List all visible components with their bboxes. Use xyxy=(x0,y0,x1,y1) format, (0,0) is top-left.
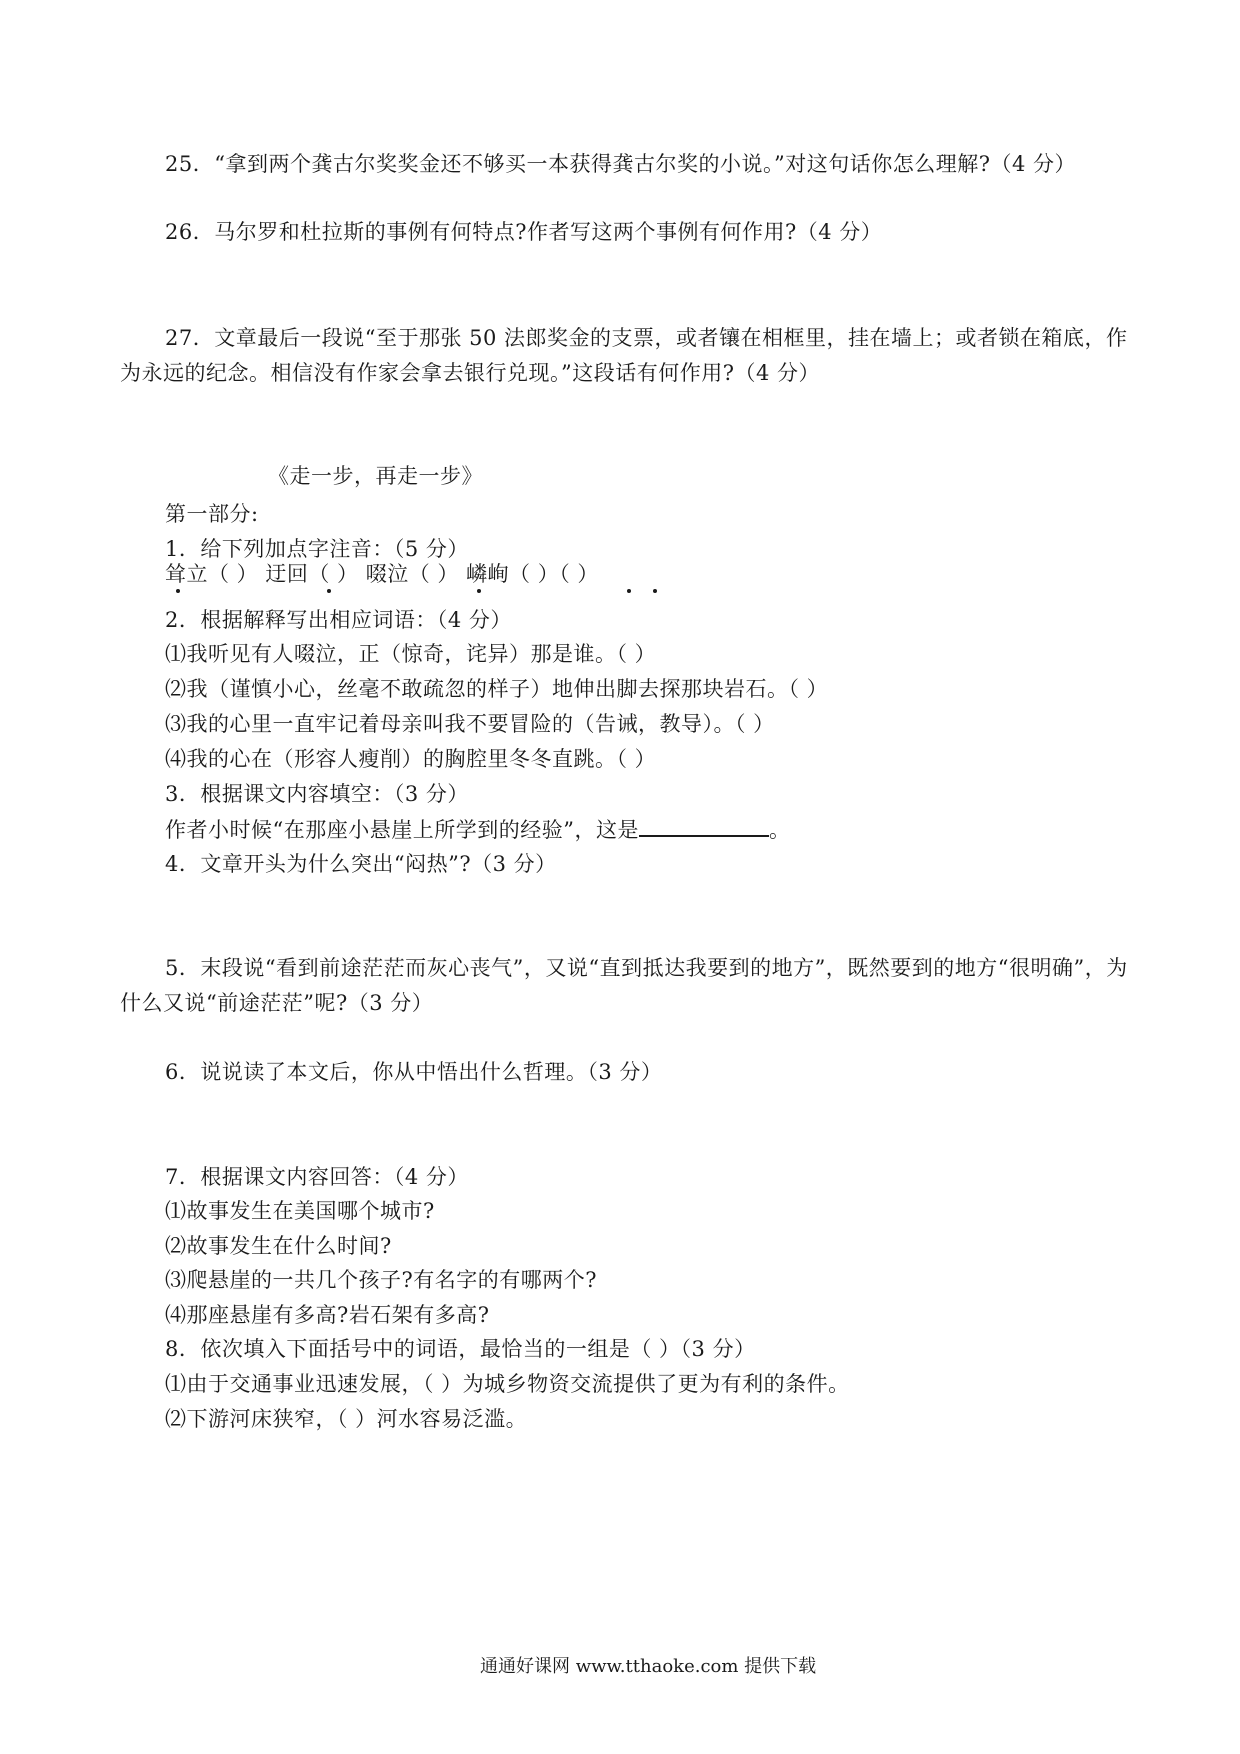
emphasis-dot xyxy=(176,589,180,593)
question-8-stem: 8．依次填入下面括号中的词语，最恰当的一组是（ ）（3 分） xyxy=(165,1337,756,1361)
question-1-items: 耸立（ ） 迂回（ ） 啜泣（ ） 嶙峋（ ）（ ） xyxy=(165,562,599,586)
emphasis-dot xyxy=(327,589,331,593)
question-2-sub-1: ⑴我听见有人啜泣，正（惊奇，诧异）那是谁。（ ） xyxy=(165,642,657,666)
question-2-sub-3: ⑶我的心里一直牢记着母亲叫我不要冒险的（告诫，教导）。（ ） xyxy=(165,712,775,736)
question-5-line-1: 5．末段说“看到前途茫茫而灰心丧气”，又说“直到抵达我要到的地方”，既然要到的地方“很明确”，为 xyxy=(165,956,1128,980)
question-8-sub-2: ⑵下游河床狭窄，（ ）河水容易泛滥。 xyxy=(165,1407,528,1431)
question-27-line-2: 为永远的纪念。相信没有作家会拿去银行兑现。”这段话有何作用?（4 分） xyxy=(120,361,821,385)
question-8-sub-1: ⑴由于交通事业迅速发展，（ ）为城乡物资交流提供了更为有利的条件。 xyxy=(165,1372,850,1396)
question-25: 25．“拿到两个龚古尔奖奖金还不够买一本获得龚古尔奖的小说。”对这句话你怎么理解?（4 分） xyxy=(165,152,1076,176)
emphasis-dot xyxy=(653,589,657,593)
question-7-sub-2: ⑵故事发生在什么时间? xyxy=(165,1234,392,1258)
question-7-sub-3: ⑶爬悬崖的一共几个孩子?有名字的有哪两个? xyxy=(165,1268,598,1292)
question-6: 6．说说读了本文后，你从中悟出什么哲理。（3 分） xyxy=(165,1060,663,1084)
emphasis-dot xyxy=(627,589,631,593)
question-7-sub-4: ⑷那座悬崖有多高?岩石架有多高? xyxy=(165,1303,490,1327)
question-1-stem: 1．给下列加点字注音：（5 分） xyxy=(165,537,469,561)
answer-blank[interactable] xyxy=(639,815,769,837)
question-7-stem: 7．根据课文内容回答：（4 分） xyxy=(165,1165,469,1189)
question-5-line-2: 什么又说“前途茫茫”呢?（3 分） xyxy=(120,991,434,1015)
question-27-line-1: 27．文章最后一段说“至于那张 50 法郎奖金的支票，或者镶在相框里，挂在墙上；或者锁在箱底，作 xyxy=(165,326,1128,350)
question-3-text: 作者小时候“在那座小悬崖上所学到的经验”，这是 xyxy=(165,818,639,842)
question-2-sub-4: ⑷我的心在（形容人瘦削）的胸腔里冬冬直跳。（ ） xyxy=(165,747,657,771)
section-part-label: 第一部分: xyxy=(165,502,259,526)
question-3-fill xyxy=(165,815,790,844)
emphasis-dot xyxy=(477,589,481,593)
question-3-end: 。 xyxy=(768,818,791,842)
question-7-sub-1: ⑴故事发生在美国哪个城市? xyxy=(165,1199,435,1223)
question-26: 26．马尔罗和杜拉斯的事例有何特点?作者写这两个事例有何作用?（4 分） xyxy=(165,220,883,244)
question-2-sub-2: ⑵我（谨慎小心，丝毫不敢疏忽的样子）地伸出脚去探那块岩石。（ ） xyxy=(165,677,829,701)
section-title: 《走一步，再走一步》 xyxy=(268,464,483,488)
page-footer: 通通好课网 www.tthaoke.com 提供下载 xyxy=(480,1656,817,1677)
question-3-stem: 3．根据课文内容填空：（3 分） xyxy=(165,782,469,806)
question-4: 4．文章开头为什么突出“闷热”?（3 分） xyxy=(165,852,557,876)
question-2-stem: 2．根据解释写出相应词语：（4 分） xyxy=(165,608,512,632)
